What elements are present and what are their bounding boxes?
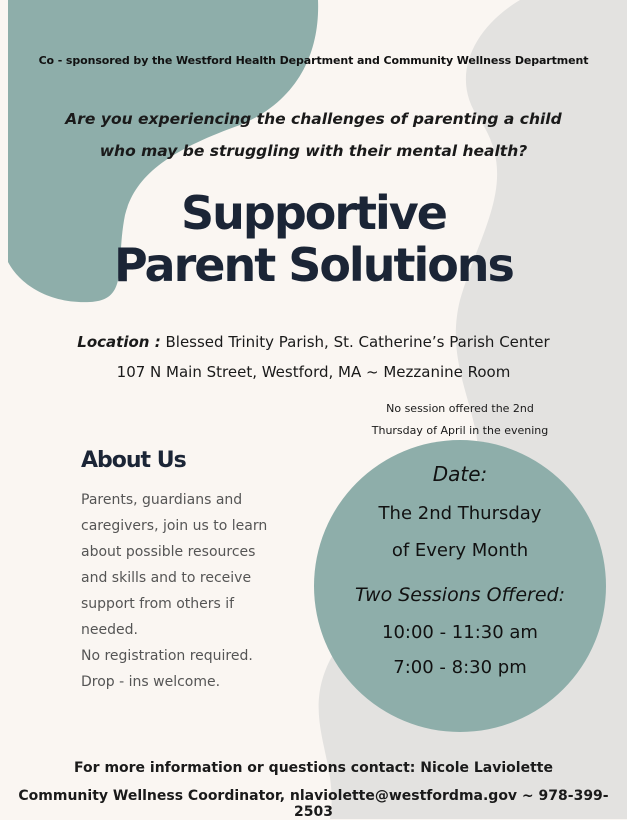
- session-time-1: 10:00 - 11:30 am: [382, 622, 538, 643]
- date-label: Date:: [432, 462, 488, 486]
- about-line: about possible resources: [81, 544, 256, 560]
- title-line-2: Parent Solutions: [114, 238, 513, 292]
- about-line: No registration required.: [81, 648, 253, 664]
- sponsor-line: Co - sponsored by the Westford Health Department and Community Wellness Department: [38, 54, 589, 67]
- question-line-1: Are you experiencing the challenges of parenting a child: [65, 110, 562, 128]
- date-value-line-1: The 2nd Thursday: [378, 503, 542, 524]
- date-value-line-2: of Every Month: [391, 540, 529, 561]
- about-line: support from others if: [81, 596, 235, 612]
- title-line-1: Supportive: [181, 186, 446, 240]
- about-line: needed.: [81, 622, 138, 638]
- about-heading: About Us: [81, 448, 186, 473]
- contact-line-2: Community Wellness Coordinator, nlaviolette@westfordma.gov ~ 978-399-2503: [18, 788, 609, 820]
- about-line: caregivers, join us to learn: [81, 518, 268, 534]
- location-venue: Blessed Trinity Parish, St. Catherine’s Parish Center: [165, 333, 550, 351]
- sessions-label: Two Sessions Offered:: [354, 584, 565, 606]
- note-line-2: Thursday of April in the evening: [371, 424, 549, 437]
- about-line: Drop - ins welcome.: [81, 674, 221, 690]
- location-line-1: [0, 333, 627, 351]
- contact-line-1: For more information or questions contact: Nicole Laviolette: [74, 760, 553, 776]
- session-time-2: 7:00 - 8:30 pm: [393, 657, 527, 678]
- note-line-1: No session offered the 2nd: [386, 402, 534, 415]
- question-line-2: who may be struggling with their mental health?: [99, 142, 528, 160]
- location-line-2: 107 N Main Street, Westford, MA ~ Mezzanine Room: [116, 363, 511, 381]
- about-line: Parents, guardians and: [81, 492, 243, 508]
- location-label: Location :: [77, 333, 161, 351]
- about-line: and skills and to receive: [81, 570, 252, 586]
